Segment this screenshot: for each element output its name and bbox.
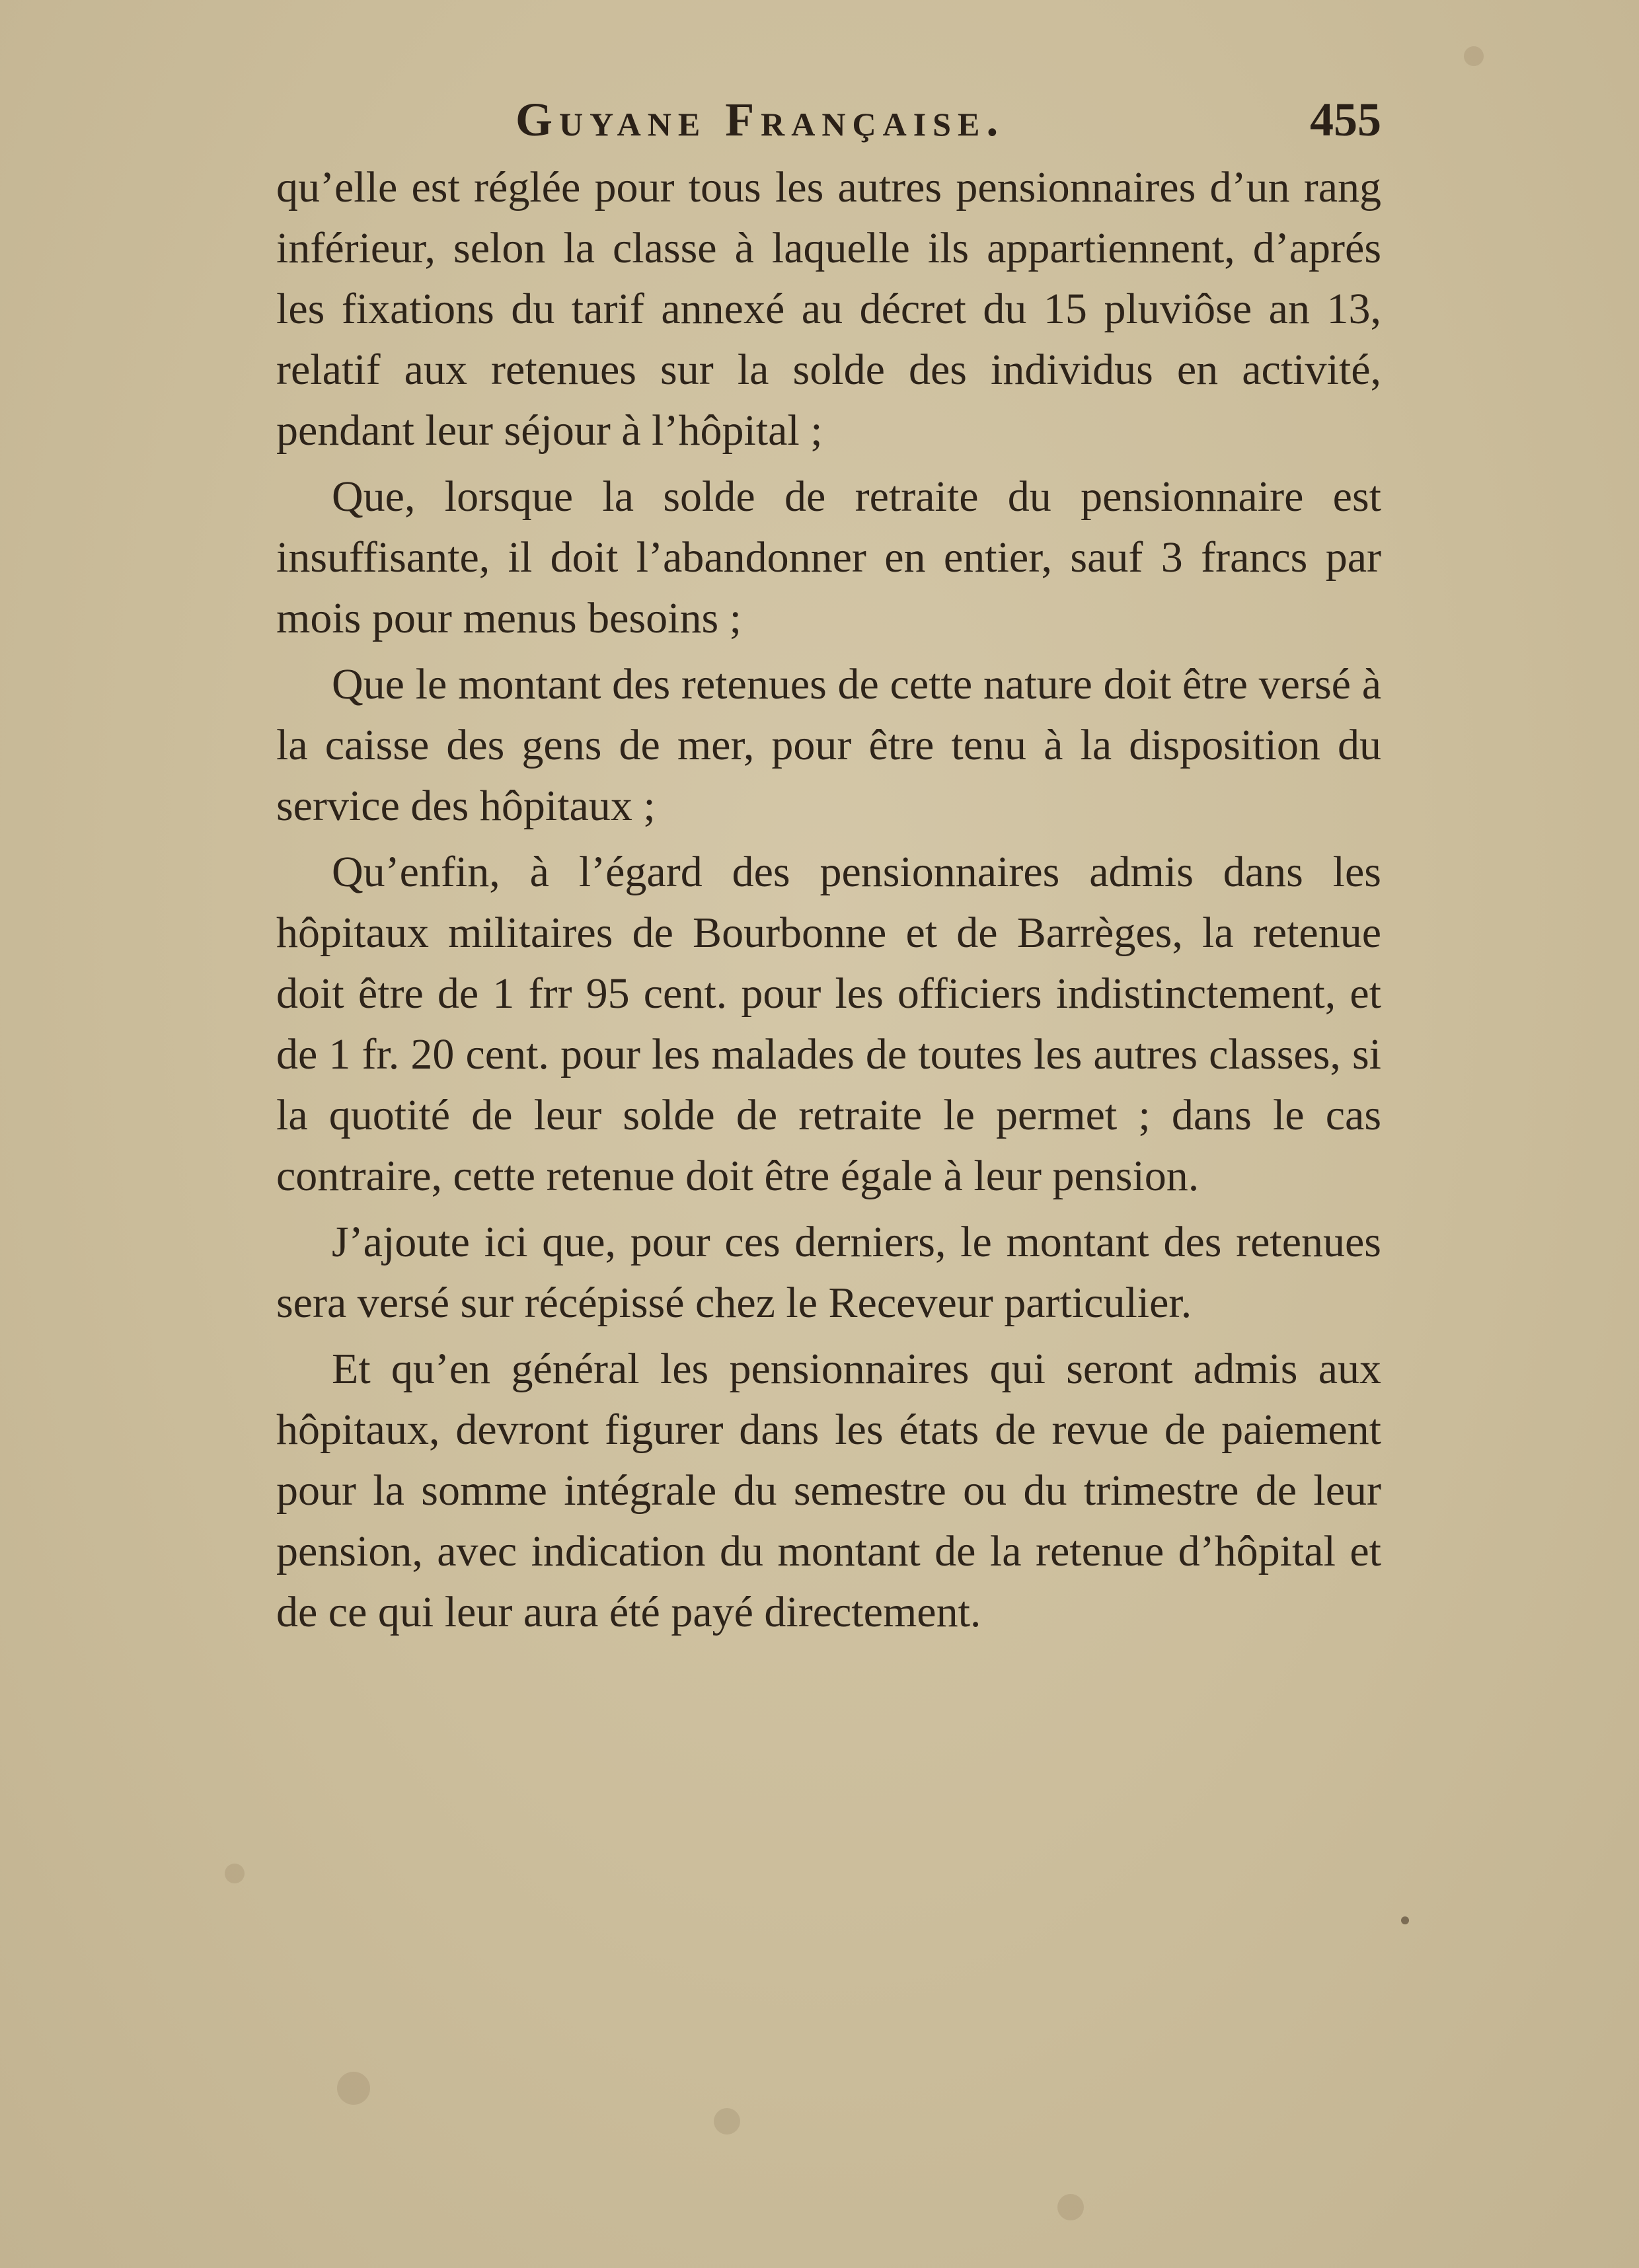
paragraph: Qu’enfin, à l’égard des pensionnaires admis dans les hôpitaux militaires de Bourbonne et de Barrèges, la retenue doit être de 1 frr 95 cent. pour les officiers indistinctement, et de 1 fr. 20 cent. pour les malades de toutes les autres classes, si la quotité de leur solde de retraite le permet ; dans le cas contraire, cette retenue doit être égale à leur pension. (276, 848, 1381, 1200)
paragraph: qu’elle est réglée pour tous les autres pensionnaires d’un rang inférieur, selon la classe à laquelle ils appartiennent, d’aprés les fixations du tarif annexé au décret du 15 pluviôse an 13, relatif aux retenues sur la solde des individus en activité, pendant leur séjour à l’hôpital ; (276, 163, 1381, 455)
paper-stain (1401, 1916, 1409, 1924)
paper-stain (337, 2072, 370, 2105)
paragraph: J’ajoute ici que, pour ces derniers, le montant des retenues sera versé sur récépissé chez le Receveur particulier. (276, 1218, 1381, 1327)
paragraph: Que le montant des retenues de cette nature doit être versé à la caisse des gens de mer, pour être tenu à la disposition du service des hôpitaux ; (276, 660, 1381, 830)
paper-stain (1057, 2194, 1084, 2220)
page-number: 455 (1310, 93, 1381, 146)
body-text (276, 157, 1381, 1648)
running-title: Guyane Française. (515, 93, 1005, 146)
paragraph: Et qu’en général les pensionnaires qui seront admis aux hôpitaux, devront figurer dans les états de revue de paiement pour la somme intégrale du semestre ou du trimestre de leur pension, avec indication du montant de la retenue d’hôpital et de ce qui leur aura été payé directement. (276, 1345, 1381, 1636)
paper-stain (714, 2108, 740, 2135)
paper-stain (1464, 46, 1484, 66)
page-header (278, 93, 1381, 152)
paragraph: Que, lorsque la solde de retraite du pensionnaire est insuffisante, il doit l’abandonner en entier, sauf 3 francs par mois pour menus besoins ; (276, 472, 1381, 642)
paper-stain (225, 1864, 245, 1883)
